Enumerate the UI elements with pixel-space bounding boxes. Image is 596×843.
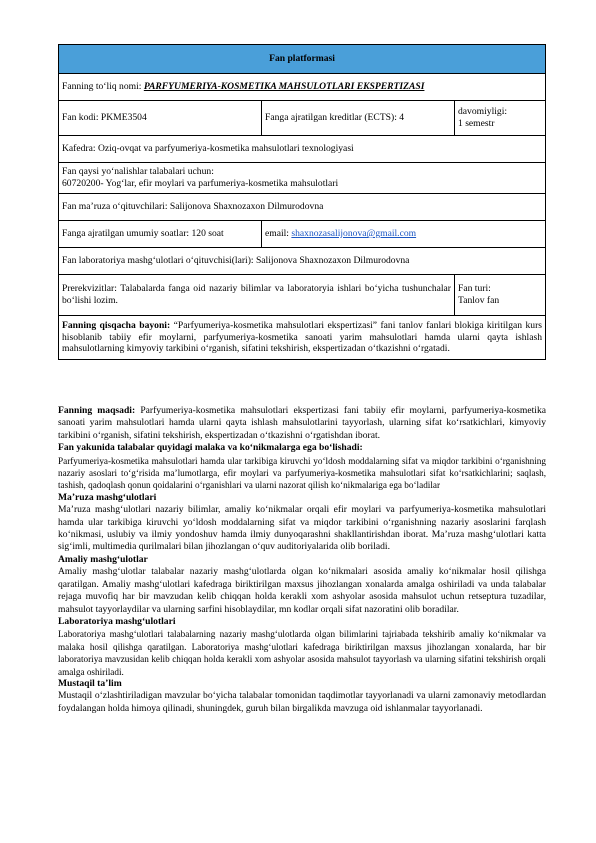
total-hours: Fanga ajratilgan umumiy soatlar: 120 soat [59,221,262,248]
course-name-label: Fanning to‘liq nomi: [62,81,144,93]
practical-text: Amaliy mashg‘ulotlar talabalar nazariy mashg‘ulotlarda olgan ko‘nikmalari asosida amaliy ko‘nikmalar hosil qilishga qaratilgan. Amaliy mashg‘ulotlari kafedraga biriktirilgan maxsus jihozlangan xonalarda amalga oshiriladi va unda talabalar rejaga muvofiq har bir mavzudan kelib chiqqan holda kerakli xom ashyolar asosida mahsulot uchun retseptura tuzadilar, mahsulot tayyorlaydilar va ularning sarfini hisoblaydilar, mn kodlar orqali sifat nazoratini olib boradilar. [58,566,546,615]
lab-text: Laboratoriya mashg‘ulotlari talabalarning nazariy mashg‘ulotlarda olgan bilimlarini tajriabada tekshirib amaliy ko‘nikmalar va malaka hosil qilishga qaratilgan. Laboratoriya mashg‘ulotlari kafedraga biriktirilgan maxsus jihozlangan xonalarda, har bir laboratoriya mavzusidan kelib chiqqan holda kerakli xom ashyolar asosida mahsulot tayyorlash va ularning sifatini tekshirish orqali amalga oshiriladi. [58,629,546,677]
students-cell [59,163,546,194]
duration-cell [455,101,546,136]
lecture-text: Ma’ruza mashg‘ulotlari nazariy bilimlar, amaliy ko‘nikmalar orqali efir moylari va parfyumeriya-kosmetika mahsulotlari hamda ular tarkibiga kiruvchi yo‘ldosh moddalarning sifat va miqdor tarkibini o‘rganishning nazariy asoslarini farqlash ko‘nikmasi, uslubiy va ilmiy yondoshuv hamda ilmiy dunyoqarashni shakllantirishdan iborat. Ma’ruza mashg‘ulotlari katta sig‘imli, multimedia qurilmalari bilan jihozlangan o‘quv auditoriyalarida olib boriladi. [58,504,546,553]
outcomes-heading: Fan yakunida talabalar quyidagi malaka va ko‘nikmalarga ega bo‘lishadi: [58,442,363,454]
department: Kafedra: Oziq-ovqat va parfyumeriya-kosmetika mahsulotlari texnologiyasi [59,136,546,163]
course-platform-table [58,44,546,360]
self-study-text: Mustaqil o‘zlashtiriladigan mavzular bo‘yicha talabalar tomonidan taqdimotlar tayyorlanadi va ularni zamonaviy metodlardan foydalangan holda himoya qilinadi, shuningdek, guruh bilan birgalikda mavzuga oid ishlanmalar tayyorlanadi. [58,690,546,714]
practical-heading: Amaliy mashg‘ulotlar [58,553,148,565]
email-label: email: [265,228,292,240]
duration-value: 1 semestr [458,118,495,129]
course-type-value: Tanlov fan [458,295,500,306]
credits: Fanga ajratilgan kreditlar (ECTS): 4 [262,101,455,136]
lab-heading: Laboratoriya mashg‘ulotlari [58,615,176,627]
course-type-label: Fan turi: [458,283,491,295]
email-link[interactable]: shaxnozasalijonova@gmail.com [291,228,417,240]
aim-paragraph [58,405,546,442]
summary-cell [59,316,546,360]
students-value: 60720200- Yog‘lar, efir moylari va parfumeriya-kosmetika mahsulotlari [62,178,339,189]
course-name-cell [59,74,546,101]
course-code: Fan kodi: PKME3504 [59,101,262,136]
prerequisites: Prerekvizitlar: Talabalarda fanga oid nazariy bilimlar va laboratoryia ishlari bo‘yicha tushunchalar bo‘lishi lozim. [59,275,455,316]
course-description [58,405,546,715]
students-label: Fan qaysi yo‘nalishlar talabalari uchun: [62,166,214,178]
duration-label: davomiyligi: [458,106,508,118]
course-type-cell [455,275,546,316]
outcomes-text: Parfyumeriya-kosmetika mahsulotlari hamda ular tarkibiga kiruvchi yo‘ldosh moddalarning sifat va miqdor tarkibini o‘rganishning nazariy asoslari to‘g‘risida ma’lumotlarga, efir moylari va parfyumeriya-kosmetika mahsulotlari sifat ko‘rsatkichlarini; saqlash, tashish, qadoqlash qonun qoidalarini o‘rganishlari va ularni nazorat qilish ko‘nikmalariga ega bo‘ladilar [58,455,546,491]
lecturers: Fan ma’ruza o‘qituvchilari: Salijonova Shaxnozaxon Dilmurodovna [59,194,546,221]
lab-teachers: Fan laboratoriya mashg‘ulotlari o‘qituvchisi(lari): Salijonova Shaxnozaxon Dilmurodovna [59,248,546,275]
table-header: Fan platformasi [59,45,546,74]
aim-text: Parfyumeriya-kosmetika mahsulotlari ekspertizasi fani tabiiy efir moylarni, parfyumeriya-kosmetika sanoati yarim mahsulotlari hamda ularni qayta ishlash mahsulotlarini tayyorlash, ularning sifat ko‘rsatkichlari, kimyoviy tarkibini o‘rganish, sifatini tekshirish, ekspertizadan o‘tkazishni o‘rgatishdan iborat. [58,405,547,441]
course-name: PARFYUMERIYA-KOSMETIKA MAHSULOTLARI EKSPERTIZASI [143,81,425,93]
email-cell [262,221,546,248]
summary-label: Fanning qisqacha bayoni: [62,320,171,331]
self-study-heading: Mustaqil ta’lim [58,677,122,689]
summary-text: “Parfyumeriya-kosmetika mahsulotlari ekspertizasi” fani tanlov fanlari blokiga kiritilgan kurs hisoblanib tabiiy efir moylarni, parfyumeriya-kosmetika sanoati yarim mahsulotlari hamda ularni qayta ishlash mahsulotlarning kimyoviy tarkibini o‘rganish, sifatini tekshirish, ekspertizadan o‘tkazishni o‘rgatadi. [62,320,543,355]
aim-label: Fanning maqsadi: [58,405,136,416]
lecture-heading: Ma’ruza mashg‘ulotlari [58,491,157,503]
